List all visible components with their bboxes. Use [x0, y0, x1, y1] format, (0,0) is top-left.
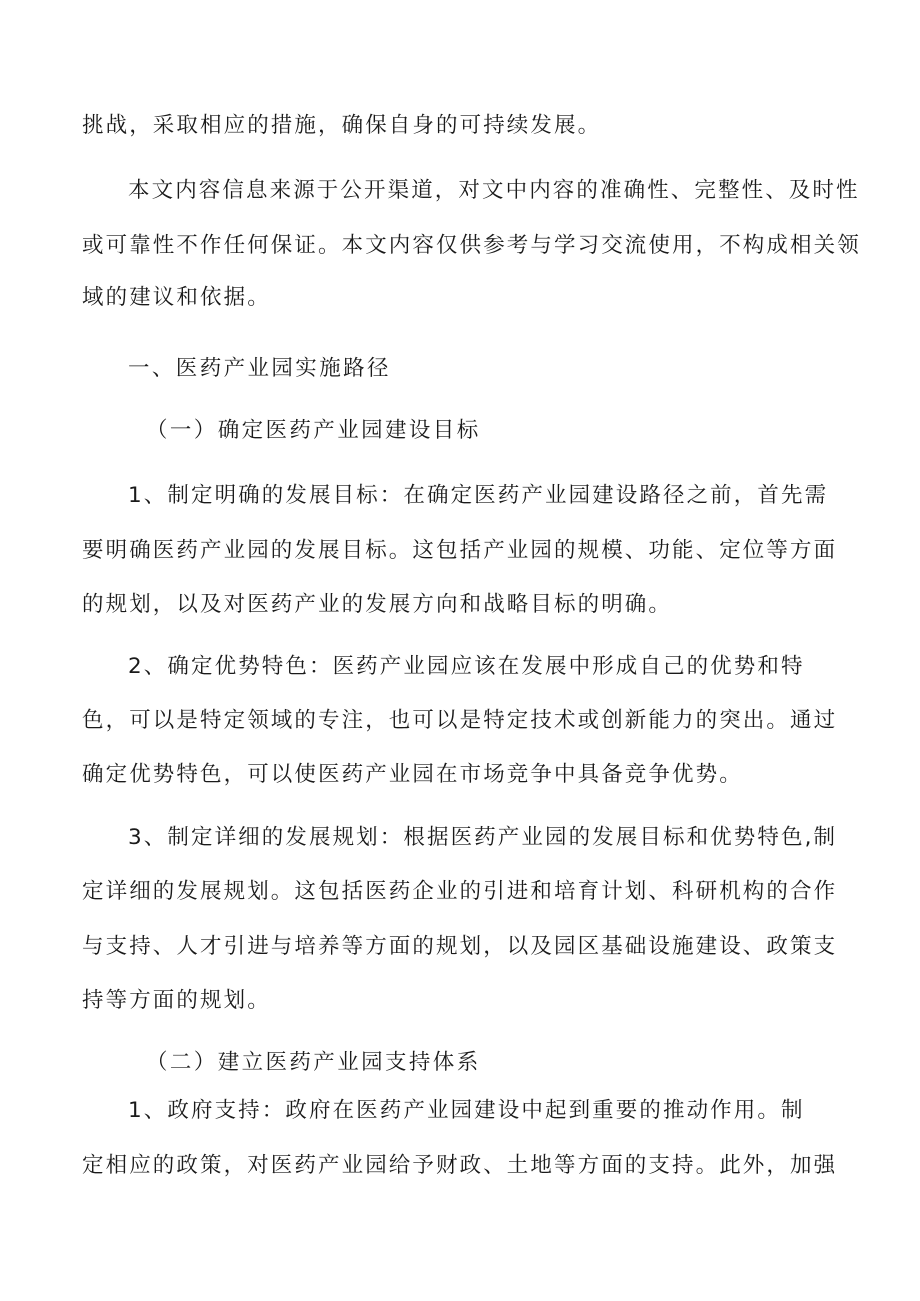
section-heading: 一、医药产业园实施路径	[128, 356, 391, 381]
paragraph-line: 色，可以是特定领域的专注，也可以是特定技术或创新能力的突出。通过	[82, 708, 838, 733]
paragraph-line: 定详细的发展规划。这包括医药企业的引进和培育计划、科研机构的合作	[82, 879, 838, 904]
paragraph-line: 持等方面的规划。	[82, 988, 271, 1013]
subsection-heading: （二）建立医药产业园支持体系	[146, 1050, 481, 1075]
paragraph-line: 2、确定优势特色：医药产业园应该在发展中形成自己的优势和特	[128, 654, 805, 679]
paragraph-line: 定相应的政策，对医药产业园给予财政、土地等方面的支持。此外，加强	[82, 1153, 838, 1178]
disclaimer-line: 本文内容信息来源于公开渠道，对文中内容的准确性、完整性、及时性	[128, 178, 860, 203]
subsection-heading: （一）确定医药产业园建设目标	[146, 418, 481, 443]
paragraph-line: 挑战，采取相应的措施，确保自身的可持续发展。	[82, 113, 602, 138]
paragraph-line: 与支持、人才引进与培养等方面的规划，以及园区基础设施建设、政策支	[82, 934, 838, 959]
paragraph-line: 1、制定明确的发展目标：在确定医药产业园建设路径之前，首先需	[128, 483, 829, 508]
paragraph-line: 3、制定详细的发展规划：根据医药产业园的发展目标和优势特色,制	[128, 825, 838, 850]
disclaimer-line: 或可靠性不作任何保证。本文内容仅供参考与学习交流使用，不构成相关领	[82, 233, 861, 258]
disclaimer-line: 域的建议和依据。	[82, 285, 271, 310]
paragraph-line: 的规划，以及对医药产业的发展方向和战略目标的明确。	[82, 592, 673, 617]
paragraph-line: 确定优势特色，可以使医药产业园在市场竞争中具备竞争优势。	[82, 762, 743, 787]
paragraph-line: 1、政府支持：政府在医药产业园建设中起到重要的推动作用。制	[128, 1098, 805, 1123]
paragraph-line: 要明确医药产业园的发展目标。这包括产业园的规模、功能、定位等方面	[82, 538, 838, 563]
